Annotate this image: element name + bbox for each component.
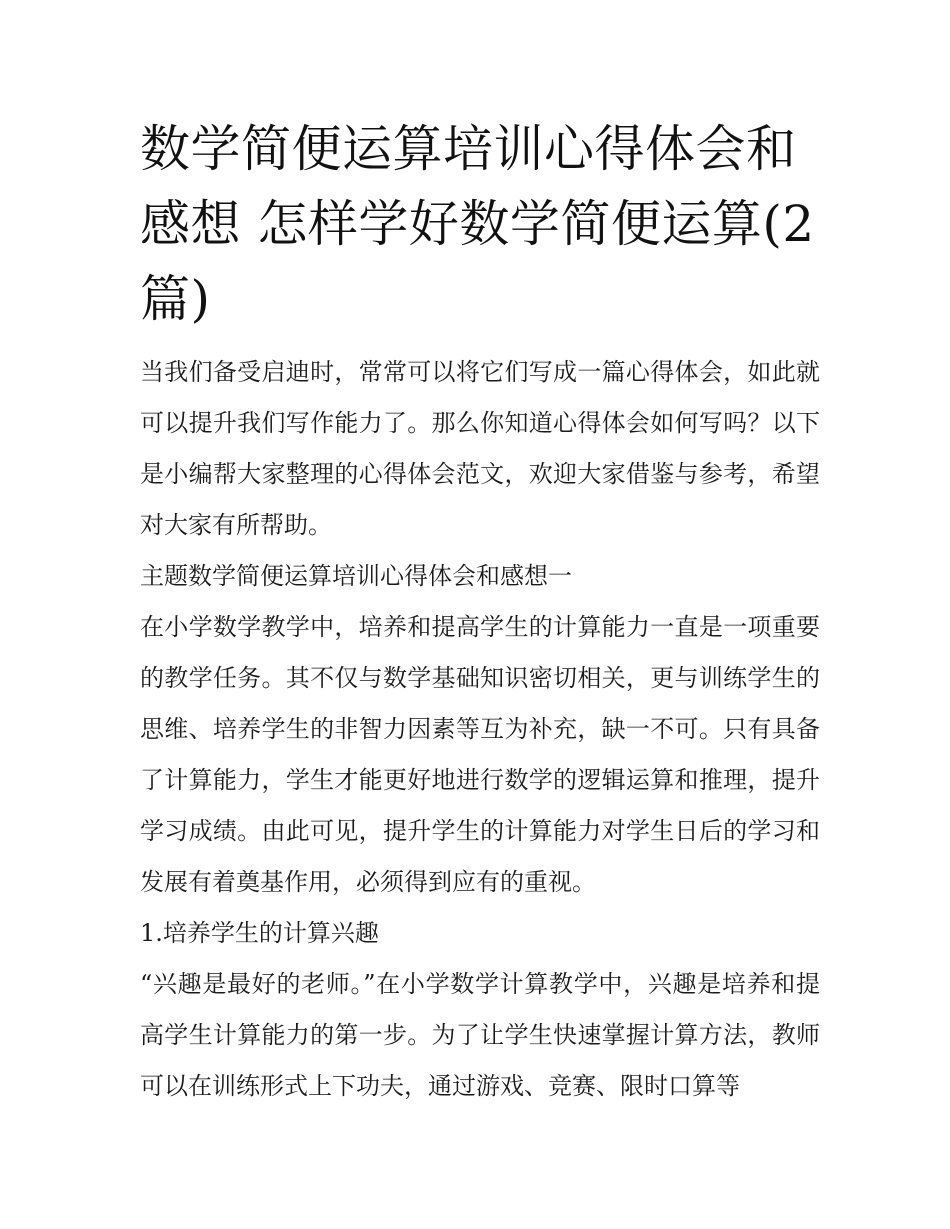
document-page	[140, 112, 820, 1112]
section-heading: 主题数学简便运算培训心得体会和感想一	[140, 562, 572, 590]
document-title: 数学简便运算培训心得体会和感想 怎样学好数学简便运算(2篇)	[140, 120, 815, 328]
intro-paragraph: 当我们备受启迪时，常常可以将它们写成一篇心得体会，如此就可以提升我们写作能力了。那么你知道心得体会如何写吗？以下是小编帮大家整理的心得体会范文，欢迎大家借鉴与参考，希望对大家有所帮助。	[140, 358, 820, 539]
subheading: 1.培养学生的计算兴趣	[140, 919, 379, 947]
body-paragraph: 在小学数学教学中，培养和提高学生的计算能力一直是一项重要的教学任务。其不仅与数学基础知识密切相关，更与训练学生的思维、培养学生的非智力因素等互为补充，缺一不可。只有具备了计算能力，学生才能更好地进行数学的逻辑运算和推理，提升学习成绩。由此可见，提升学生的计算能力对学生日后的学习和发展有着奠基作用，必须得到应有的重视。	[140, 613, 820, 896]
document-body	[140, 347, 820, 1112]
body-paragraph: “兴趣是最好的老师。”在小学数学计算教学中，兴趣是培养和提高学生计算能力的第一步。为了让学生快速掌握计算方法，教师可以在训练形式上下功夫，通过游戏、竞赛、限时口算等	[140, 970, 820, 1100]
